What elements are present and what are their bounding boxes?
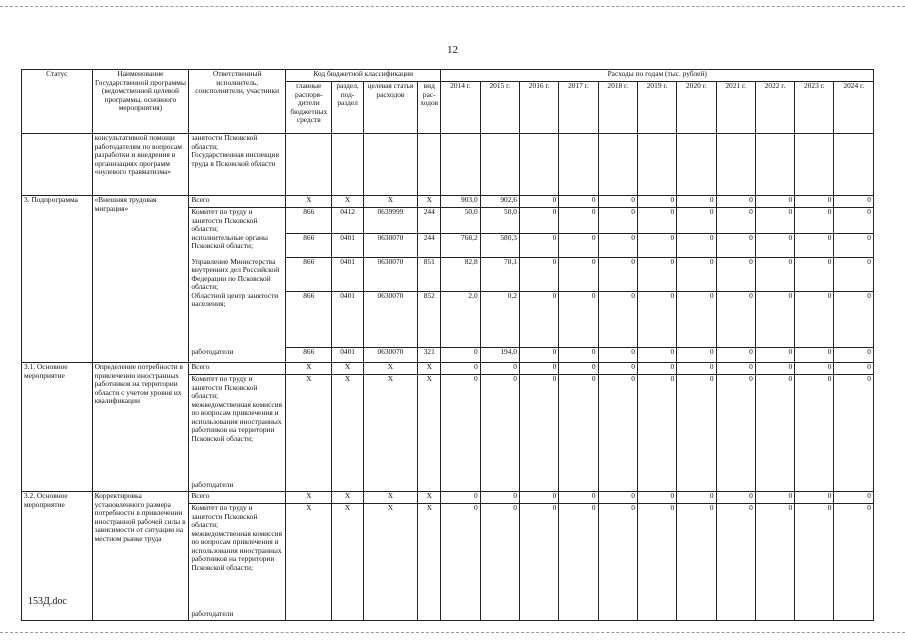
header-year: 2023 г.	[795, 82, 834, 134]
header-expense-type: вид рас-ходов	[418, 82, 441, 134]
expense-value: 0	[598, 208, 637, 234]
expense-value: 903,0	[441, 196, 480, 208]
expense-value: 0	[716, 348, 755, 363]
expense-value: 0	[677, 258, 716, 292]
program-status: 3. Подпрограмма	[22, 196, 93, 363]
header-status: Статус	[22, 70, 93, 134]
expense-value: 0	[834, 348, 874, 363]
expense-value: 0	[795, 208, 834, 234]
expense-value: 0	[677, 292, 716, 348]
responsible-party: Всего	[189, 196, 286, 208]
responsible-party: исполнительные органы Псковской области;	[189, 234, 286, 258]
code-cell	[363, 530, 417, 610]
code-cell	[418, 610, 441, 621]
expense-value: 902,6	[480, 196, 519, 208]
budget-code: X	[363, 196, 417, 208]
budget-code: X	[418, 363, 441, 375]
expense-value: 0	[637, 348, 676, 363]
value-cell	[755, 530, 794, 610]
budget-code: X	[286, 492, 332, 504]
budget-code: 866	[286, 292, 332, 348]
expense-value: 0	[755, 292, 794, 348]
value-cell	[598, 481, 637, 492]
expense-value: 0	[559, 363, 598, 375]
budget-code: X	[332, 504, 363, 530]
value-cell	[637, 481, 676, 492]
expense-value: 0	[480, 492, 519, 504]
expense-value: 768,2	[441, 234, 480, 258]
budget-code: X	[332, 363, 363, 375]
expense-value: 0	[480, 375, 519, 401]
expense-value: 50,0	[441, 208, 480, 234]
expense-value: 194,0	[480, 348, 519, 363]
code-cell	[363, 610, 417, 621]
code-cell	[286, 530, 332, 610]
budget-code: 0639999	[363, 208, 417, 234]
header-budget-code: Код бюджетной классификации	[286, 70, 441, 82]
code-cell	[286, 481, 332, 492]
value-cell	[441, 530, 480, 610]
responsible-party: межведомственная комиссия по вопросам привлечения и использования иностранных работников на территории Псковской области;	[189, 530, 286, 610]
expense-value: 0	[795, 492, 834, 504]
value-cell	[834, 401, 874, 481]
code-cell	[363, 401, 417, 481]
value-cell	[441, 610, 480, 621]
expense-value: 0	[559, 196, 598, 208]
budget-table	[21, 69, 874, 621]
expense-value: 0	[637, 492, 676, 504]
value-cell	[519, 401, 558, 481]
budget-code: X	[418, 492, 441, 504]
value-cell	[637, 530, 676, 610]
expense-value: 0	[598, 348, 637, 363]
expense-value: 0	[637, 375, 676, 401]
budget-code: X	[363, 363, 417, 375]
expense-value: 0	[834, 196, 874, 208]
expense-value: 0	[598, 363, 637, 375]
table-row	[22, 492, 874, 504]
expense-value: 0	[559, 234, 598, 258]
budget-code: 0630070	[363, 234, 417, 258]
value-cell	[559, 530, 598, 610]
expense-value: 0	[795, 196, 834, 208]
budget-code: 866	[286, 234, 332, 258]
budget-code: X	[418, 375, 441, 401]
expense-value: 0	[559, 348, 598, 363]
value-cell	[834, 481, 874, 492]
expense-value: 0	[795, 375, 834, 401]
responsible-party: Комитет по труду и занятости Псковской области;	[189, 504, 286, 530]
expense-value: 0	[755, 196, 794, 208]
expense-value: 0	[637, 258, 676, 292]
expense-value: 0	[441, 348, 480, 363]
expense-value: 0	[834, 492, 874, 504]
expense-value: 0	[834, 375, 874, 401]
expense-value: 0	[677, 492, 716, 504]
value-cell	[480, 610, 519, 621]
expense-value: 580,3	[480, 234, 519, 258]
expense-value: 0	[795, 363, 834, 375]
value-cell	[480, 530, 519, 610]
expense-value: 0	[559, 292, 598, 348]
budget-code: X	[418, 504, 441, 530]
expense-value: 0	[795, 348, 834, 363]
code-cell	[418, 401, 441, 481]
value-cell	[677, 610, 716, 621]
expense-value: 0	[441, 504, 480, 530]
expense-value: 0	[598, 492, 637, 504]
expense-value: 0	[755, 208, 794, 234]
value-cell	[834, 530, 874, 610]
expense-value: 0	[716, 208, 755, 234]
responsible-party: Всего	[189, 363, 286, 375]
code-cell	[418, 481, 441, 492]
expense-value: 0	[598, 258, 637, 292]
expense-value: 0	[795, 504, 834, 530]
expense-value: 0	[716, 363, 755, 375]
scan-edge-bottom	[0, 632, 905, 633]
budget-code: 0412	[332, 208, 363, 234]
code-cell	[286, 401, 332, 481]
value-cell	[598, 401, 637, 481]
expense-value: 0	[519, 492, 558, 504]
expense-value: 0	[677, 504, 716, 530]
expense-value: 0	[519, 348, 558, 363]
expense-value: 0	[637, 234, 676, 258]
scan-edge-top	[0, 6, 905, 7]
expense-value: 0	[637, 363, 676, 375]
expense-value: 0	[559, 258, 598, 292]
continuation-responsible	[189, 134, 286, 196]
expense-value: 0	[559, 375, 598, 401]
value-cell	[598, 610, 637, 621]
budget-code: 0630070	[363, 348, 417, 363]
expense-value: 0	[795, 258, 834, 292]
budget-code: 0401	[332, 258, 363, 292]
expense-value: 0	[755, 504, 794, 530]
document-filename: 153Д.doc	[28, 596, 67, 607]
budget-code: 0630070	[363, 258, 417, 292]
header-year: 2019 г.	[637, 82, 676, 134]
value-cell	[480, 401, 519, 481]
value-cell	[559, 610, 598, 621]
expense-value: 0	[716, 504, 755, 530]
header-year: 2015 г.	[480, 82, 519, 134]
expense-value: 0	[755, 258, 794, 292]
expense-value: 0	[755, 375, 794, 401]
expense-value: 0	[441, 363, 480, 375]
expense-value: 0	[834, 504, 874, 530]
code-cell	[418, 530, 441, 610]
value-cell	[795, 401, 834, 481]
table-row	[22, 363, 874, 375]
responsible-party: работодатели	[189, 481, 286, 492]
value-cell	[677, 401, 716, 481]
expense-value: 0	[559, 492, 598, 504]
value-cell	[637, 401, 676, 481]
expense-value: 0	[519, 208, 558, 234]
header-year: 2020 г.	[677, 82, 716, 134]
header-section: раздел, под-раздел	[332, 82, 363, 134]
expense-value: 0	[519, 234, 558, 258]
expense-value: 0	[716, 234, 755, 258]
budget-code: 866	[286, 208, 332, 234]
budget-code: 852	[418, 292, 441, 348]
code-cell	[332, 481, 363, 492]
expense-value: 0	[559, 208, 598, 234]
budget-code: X	[332, 196, 363, 208]
value-cell	[519, 610, 558, 621]
expense-value: 0	[598, 292, 637, 348]
expense-value: 0	[834, 292, 874, 348]
program-status: 3.2. Основное мероприятие	[22, 492, 93, 621]
expense-value: 0	[637, 196, 676, 208]
expense-value: 0	[598, 234, 637, 258]
expense-value: 0	[480, 363, 519, 375]
expense-value: 0	[834, 363, 874, 375]
budget-code: X	[286, 375, 332, 401]
budget-code: X	[286, 504, 332, 530]
program-status: 3.1. Основное мероприятие	[22, 363, 93, 492]
budget-code: 244	[418, 208, 441, 234]
expense-value: 0	[795, 292, 834, 348]
header-year: 2016 г.	[519, 82, 558, 134]
page-number: 12	[447, 44, 458, 56]
expense-value: 0	[834, 234, 874, 258]
table-row	[22, 196, 874, 208]
header-year: 2022 г.	[755, 82, 794, 134]
responsible-party: Всего	[189, 492, 286, 504]
budget-code: 866	[286, 258, 332, 292]
budget-code: X	[332, 492, 363, 504]
responsible-party: межведомственная комиссия по вопросам привлечения и использования иностранных работников на территории Псковской области;	[189, 401, 286, 481]
value-cell	[755, 401, 794, 481]
expense-value: 0	[795, 234, 834, 258]
budget-code: X	[286, 196, 332, 208]
expense-value: 0	[598, 504, 637, 530]
value-cell	[598, 530, 637, 610]
expense-value: 0	[716, 258, 755, 292]
expense-value: 0	[637, 292, 676, 348]
expense-value: 0	[716, 196, 755, 208]
value-cell	[795, 481, 834, 492]
code-cell	[332, 610, 363, 621]
expense-value: 0	[677, 208, 716, 234]
header-target-article: целевая статья расходов	[363, 82, 417, 134]
header-name: Наименование Государственной программы (ведомственной целевой программы, основного мероприятия)	[92, 70, 189, 134]
expense-value: 0	[677, 363, 716, 375]
value-cell	[755, 610, 794, 621]
expense-value: 0	[716, 375, 755, 401]
value-cell	[519, 530, 558, 610]
expense-value: 0	[755, 348, 794, 363]
expense-value: 0	[441, 492, 480, 504]
budget-code: X	[363, 504, 417, 530]
expense-value: 0	[519, 363, 558, 375]
responsible-party: работодатели	[189, 610, 286, 621]
expense-value: 0	[519, 292, 558, 348]
expense-value: 0	[637, 504, 676, 530]
expense-value: 0	[519, 375, 558, 401]
expense-value: 0	[559, 504, 598, 530]
expense-value: 0	[755, 492, 794, 504]
header-grbs: главные распоря-дители бюджетных средств	[286, 82, 332, 134]
value-cell	[795, 530, 834, 610]
budget-code: X	[332, 375, 363, 401]
value-cell	[795, 610, 834, 621]
value-cell	[441, 401, 480, 481]
expense-value: 0	[677, 375, 716, 401]
program-name: Определение потребности в привлечении иностранных работников на территории области с учетом уровня их квалификации	[92, 363, 189, 492]
header-year: 2017 г.	[559, 82, 598, 134]
expense-value: 0	[519, 504, 558, 530]
expense-value: 0	[834, 208, 874, 234]
budget-code: 244	[418, 234, 441, 258]
responsible-party: Управление Министерства внутренних дел Российской Федерации по Псковской области;	[189, 258, 286, 292]
value-cell	[519, 481, 558, 492]
header-year: 2018 г.	[598, 82, 637, 134]
program-name: Корректировка установленного размера потребности в привлечении иностранной рабочей силы в зависимости от ситуации на местном рынке труда	[92, 492, 189, 621]
value-cell	[559, 481, 598, 492]
value-cell	[755, 481, 794, 492]
expense-value: 0	[716, 492, 755, 504]
expense-value: 0	[834, 258, 874, 292]
budget-code: 0630070	[363, 292, 417, 348]
value-cell	[677, 481, 716, 492]
value-cell	[716, 401, 755, 481]
header-year: 2014 г.	[441, 82, 480, 134]
budget-code: 851	[418, 258, 441, 292]
value-cell	[677, 530, 716, 610]
budget-code: 866	[286, 348, 332, 363]
value-cell	[716, 530, 755, 610]
expense-value: 0	[519, 196, 558, 208]
budget-code: X	[363, 375, 417, 401]
budget-code: 0401	[332, 292, 363, 348]
budget-code: 321	[418, 348, 441, 363]
budget-code: 0401	[332, 234, 363, 258]
budget-code: X	[418, 196, 441, 208]
continuation-name: консультативной помощи работодателям по вопросам разработки и внедрения в организациях программ «нулевого травматизма»	[92, 134, 189, 196]
expense-value: 0	[441, 375, 480, 401]
code-cell	[332, 401, 363, 481]
expense-value: 0	[598, 375, 637, 401]
continuation-resp-2: Государственная инспекция труда в Псковской области	[191, 150, 279, 168]
value-cell	[834, 610, 874, 621]
responsible-party: Комитет по труду и занятости Псковской области;	[189, 208, 286, 234]
expense-value: 78,1	[480, 258, 519, 292]
header-responsible: Ответственный исполнитель, соисполнители, участники	[189, 70, 286, 134]
expense-value: 0	[677, 348, 716, 363]
value-cell	[480, 481, 519, 492]
expense-value: 0	[519, 258, 558, 292]
header-expenses: Расходы по годам (тыс. рублей)	[441, 70, 874, 82]
expense-value: 0	[677, 196, 716, 208]
expense-value: 0,2	[480, 292, 519, 348]
expense-value: 0	[598, 196, 637, 208]
expense-value: 0	[637, 208, 676, 234]
responsible-party: работодатели	[189, 348, 286, 363]
continuation-resp-1: занятости Псковской области;	[191, 133, 258, 151]
continuation-status	[22, 134, 93, 196]
code-cell	[363, 481, 417, 492]
expense-value: 50,0	[480, 208, 519, 234]
value-cell	[637, 610, 676, 621]
budget-code: X	[363, 492, 417, 504]
expense-value: 2,0	[441, 292, 480, 348]
value-cell	[716, 481, 755, 492]
expense-value: 0	[677, 234, 716, 258]
program-name: «Внешняя трудовая миграция»	[92, 196, 189, 363]
budget-code: 0401	[332, 348, 363, 363]
expense-value: 0	[716, 292, 755, 348]
expense-value: 0	[755, 363, 794, 375]
header-year: 2021 г.	[716, 82, 755, 134]
code-cell	[332, 530, 363, 610]
expense-value: 0	[480, 504, 519, 530]
value-cell	[441, 481, 480, 492]
responsible-party: Областной центр занятости населения;	[189, 292, 286, 348]
value-cell	[716, 610, 755, 621]
responsible-party: Комитет по труду и занятости Псковской области;	[189, 375, 286, 401]
expense-value: 0	[755, 234, 794, 258]
budget-code: X	[286, 363, 332, 375]
header-year: 2024 г.	[834, 82, 874, 134]
value-cell	[559, 401, 598, 481]
code-cell	[286, 610, 332, 621]
continuation-row	[22, 134, 874, 196]
expense-value: 82,8	[441, 258, 480, 292]
